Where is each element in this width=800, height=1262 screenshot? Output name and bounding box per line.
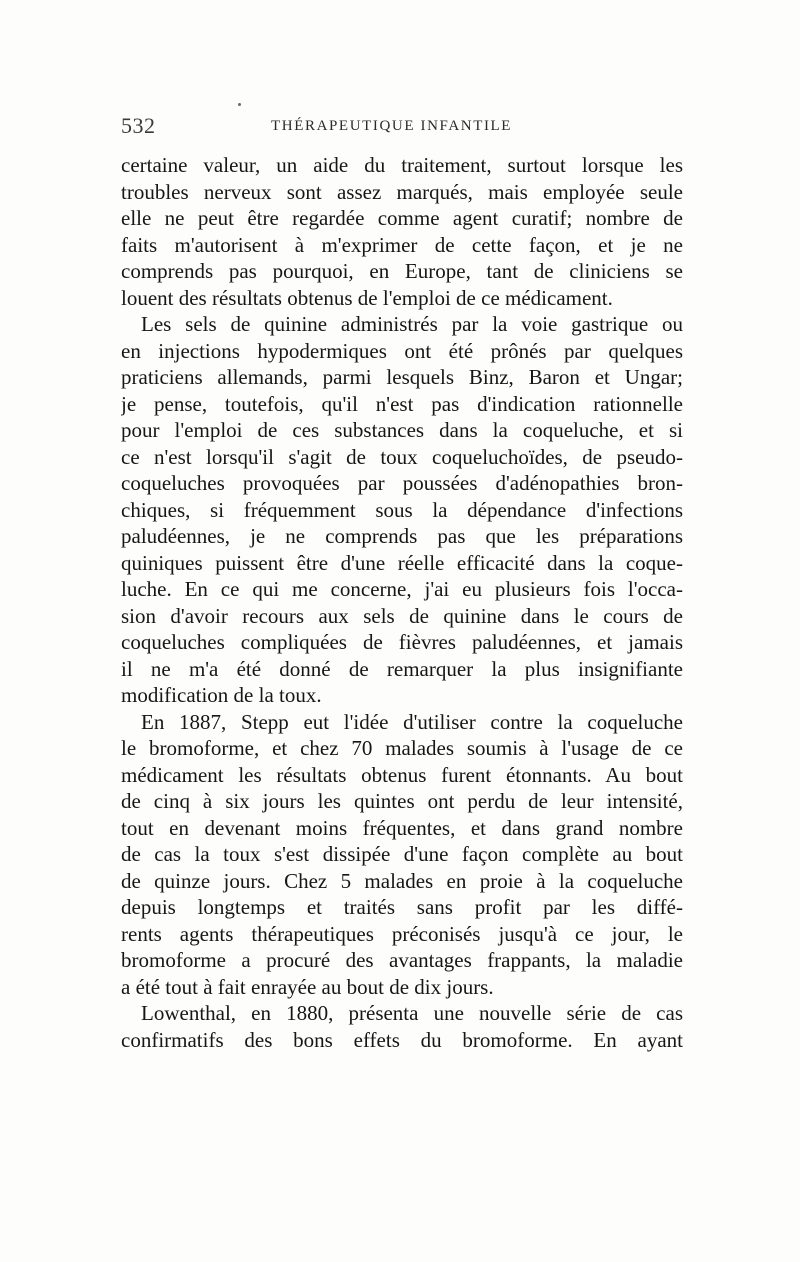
paragraph-1 bbox=[121, 152, 683, 311]
text-line: luche. En ce qui me concerne, j'ai eu plusieurs fois l'occa- bbox=[121, 577, 683, 601]
text-line: je pense, toutefois, qu'il n'est pas d'indication rationnelle bbox=[121, 391, 683, 416]
text-line: certaine valeur, un aide du traitement, surtout lorsque les bbox=[121, 153, 683, 177]
body-text bbox=[121, 152, 683, 1053]
text-line: de cinq à six jours les quintes ont perdu de leur intensité, bbox=[121, 789, 683, 813]
text-line: de cas la toux s'est dissipée d'une façon complète au bout bbox=[121, 842, 683, 866]
running-title: THÉRAPEUTIQUE INFANTILE bbox=[271, 118, 513, 134]
text-line: quiniques puissent être d'une réelle efficacité dans la coque- bbox=[121, 550, 683, 575]
paragraph-4 bbox=[121, 1000, 683, 1053]
text-line: praticiens allemands, parmi lesquels Binz, Baron et Ungar; bbox=[121, 365, 683, 389]
text-line: comprends pas pourquoi, en Europe, tant de cliniciens se bbox=[121, 259, 683, 283]
paragraph-2 bbox=[121, 311, 683, 709]
running-head bbox=[121, 113, 683, 143]
text-line: ce n'est lorsqu'il s'agit de toux coqueluchoïdes, de pseudo- bbox=[121, 444, 683, 469]
text-line: médicament les résultats obtenus furent étonnants. Au bout bbox=[121, 762, 683, 787]
text-line: tout en devenant moins fréquentes, et dans grand nombre bbox=[121, 815, 683, 840]
text-line: a été tout à fait enrayée au bout de dix jours. bbox=[121, 974, 494, 999]
text-line: bromoforme a procuré des avantages frappants, la maladie bbox=[121, 948, 683, 972]
text-line: rents agents thérapeutiques préconisés jusqu'à ce jour, le bbox=[121, 921, 683, 946]
text-line: paludéennes, je ne comprends pas que les préparations bbox=[121, 524, 683, 548]
paragraph-3 bbox=[121, 709, 683, 1001]
text-line: troubles nerveux sont assez marqués, mais employée seule bbox=[121, 179, 683, 204]
text-line: louent des résultats obtenus de l'emploi de ce médicament. bbox=[121, 285, 613, 310]
print-speck bbox=[238, 103, 241, 106]
text-line: il ne m'a été donné de remarquer la plus insignifiante bbox=[121, 656, 683, 681]
page-number: 532 bbox=[121, 113, 156, 138]
text-line: coqueluches provoquées par poussées d'adénopathies bron- bbox=[121, 471, 683, 495]
text-line: En 1887, Stepp eut l'idée d'utiliser contre la coqueluche bbox=[141, 709, 683, 734]
text-line: le bromoforme, et chez 70 malades soumis à l'usage de ce bbox=[121, 736, 683, 760]
text-line: Les sels de quinine administrés par la voie gastrique ou bbox=[141, 312, 683, 336]
text-line: modification de la toux. bbox=[121, 683, 322, 707]
text-line: faits m'autorisent à m'exprimer de cette façon, et je ne bbox=[121, 232, 683, 257]
text-line: Lowenthal, en 1880, présenta une nouvelle série de cas bbox=[141, 1001, 683, 1025]
text-line: pour l'emploi de ces substances dans la coqueluche, et si bbox=[121, 418, 683, 442]
text-line: elle ne peut être regardée comme agent curatif; nombre de bbox=[121, 206, 683, 230]
text-line: de quinze jours. Chez 5 malades en proie à la coqueluche bbox=[121, 868, 683, 893]
text-line: confirmatifs des bons effets du bromoforme. En ayant bbox=[121, 1027, 683, 1052]
text-line: depuis longtemps et traités sans profit par les diffé- bbox=[121, 895, 683, 919]
text-line: coqueluches compliquées de fièvres paludéennes, et jamais bbox=[121, 630, 683, 654]
text-line: sion d'avoir recours aux sels de quinine dans le cours de bbox=[121, 603, 683, 628]
text-line: en injections hypodermiques ont été prônés par quelques bbox=[121, 338, 683, 363]
text-line: chiques, si fréquemment sous la dépendance d'infections bbox=[121, 497, 683, 522]
